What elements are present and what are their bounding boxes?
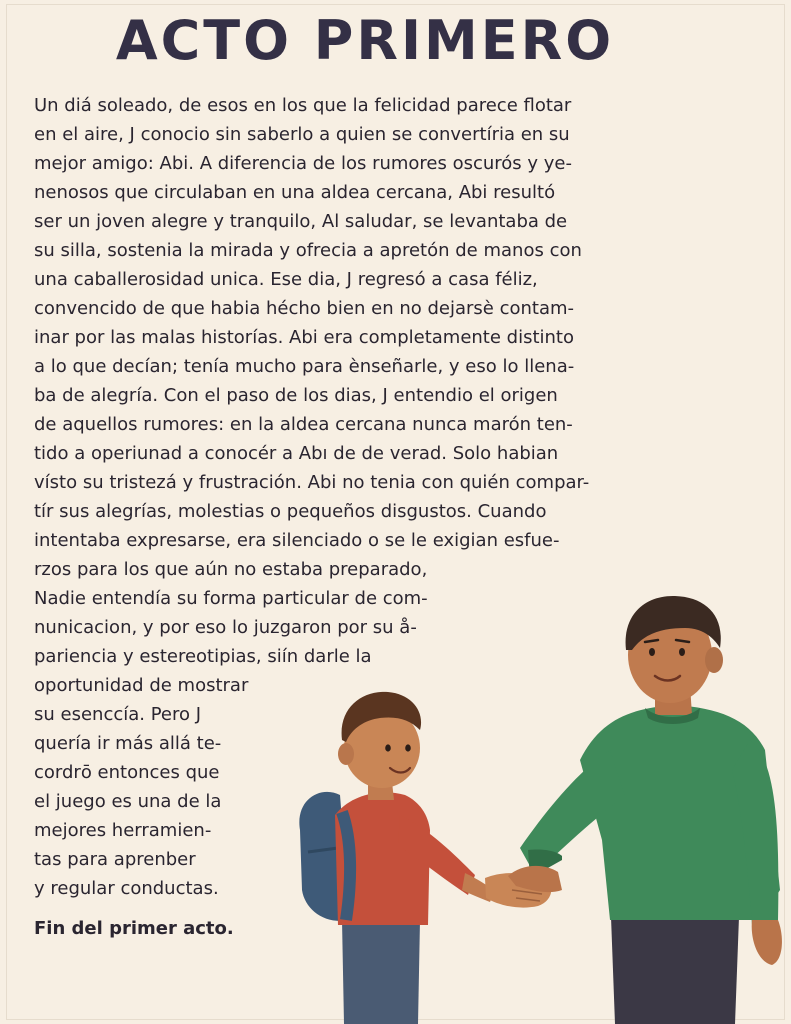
boy-figure: [299, 692, 495, 1024]
text-line: quería ir más allá te-: [34, 733, 222, 754]
text-line: en el aire, J conocio sin saberlo a quien se convertíria en su: [34, 124, 570, 145]
text-line: a lo que decían; tenía mucho para ènseñarle, y eso lo llena-: [34, 356, 575, 377]
text-line: intentaba expresarse, era silenciado o se le exigian esfue-: [34, 530, 560, 551]
text-line: nunicacion, y por eso lo juzgaron por su å-: [34, 617, 417, 638]
text-line: ser un joven alegre y tranquilo, Al saludar, se levantaba de: [34, 211, 568, 232]
text-line: nenosos que circulaban en una aldea cercana, Abi resultó: [34, 182, 556, 203]
text-line: cordrō entonces que: [34, 762, 220, 783]
handshake-illustration: [280, 590, 791, 1024]
text-line: tas para aprenber: [34, 849, 196, 870]
text-line: el juego es una de la: [34, 791, 222, 812]
text-line: Nadie entendía su forma particular de com-: [34, 588, 428, 609]
handshake-hands: [485, 866, 562, 908]
text-line: convencido de que habia hécho bien en no dejarsè contam-: [34, 298, 575, 319]
text-line: de aquellos rumores: en la aldea cercana nunca marón ten-: [34, 414, 573, 435]
text-line: mejores herramien-: [34, 820, 212, 841]
text-line: tido a operiunad a conocér a Abı de de verad. Solo habian: [34, 443, 559, 464]
text-line: oportunidad de mostrar: [34, 675, 249, 696]
text-line: ba de alegría. Con el paso de los dias, J entendio el origen: [34, 385, 558, 406]
text-line: mejor amigo: Abi. A diferencia de los rumores oscurós y ye-: [34, 153, 573, 174]
text-line: su silla, sostenia la mirada y ofrecia a apretón de manos con: [34, 240, 582, 261]
text-line: tír sus alegrías, molestias o pequeños disgustos. Cuando: [34, 501, 547, 522]
text-line: una caballerosidad unica. Ese dia, J regresó a casa féliz,: [34, 269, 538, 290]
text-line: y regular conductas.: [34, 878, 219, 899]
adult-figure: [520, 596, 782, 1024]
text-line: vísto su tristezá y frustración. Abi no tenia con quién compar-: [34, 472, 590, 493]
text-line: inar por las malas historías. Abi era completamente distinto: [34, 327, 574, 348]
text-line: pariencia y estereotipias, siín darle la: [34, 646, 372, 667]
page-title: ACTO PRIMERO: [115, 9, 615, 72]
text-line: su esenccía. Pero J: [34, 704, 202, 725]
closing-line: Fin del primer acto.: [34, 918, 234, 939]
text-line: rzos para los que aún no estaba preparado,: [34, 559, 428, 580]
text-line: Un diá soleado, de esos en los que la felicidad parece flotar: [34, 95, 572, 116]
